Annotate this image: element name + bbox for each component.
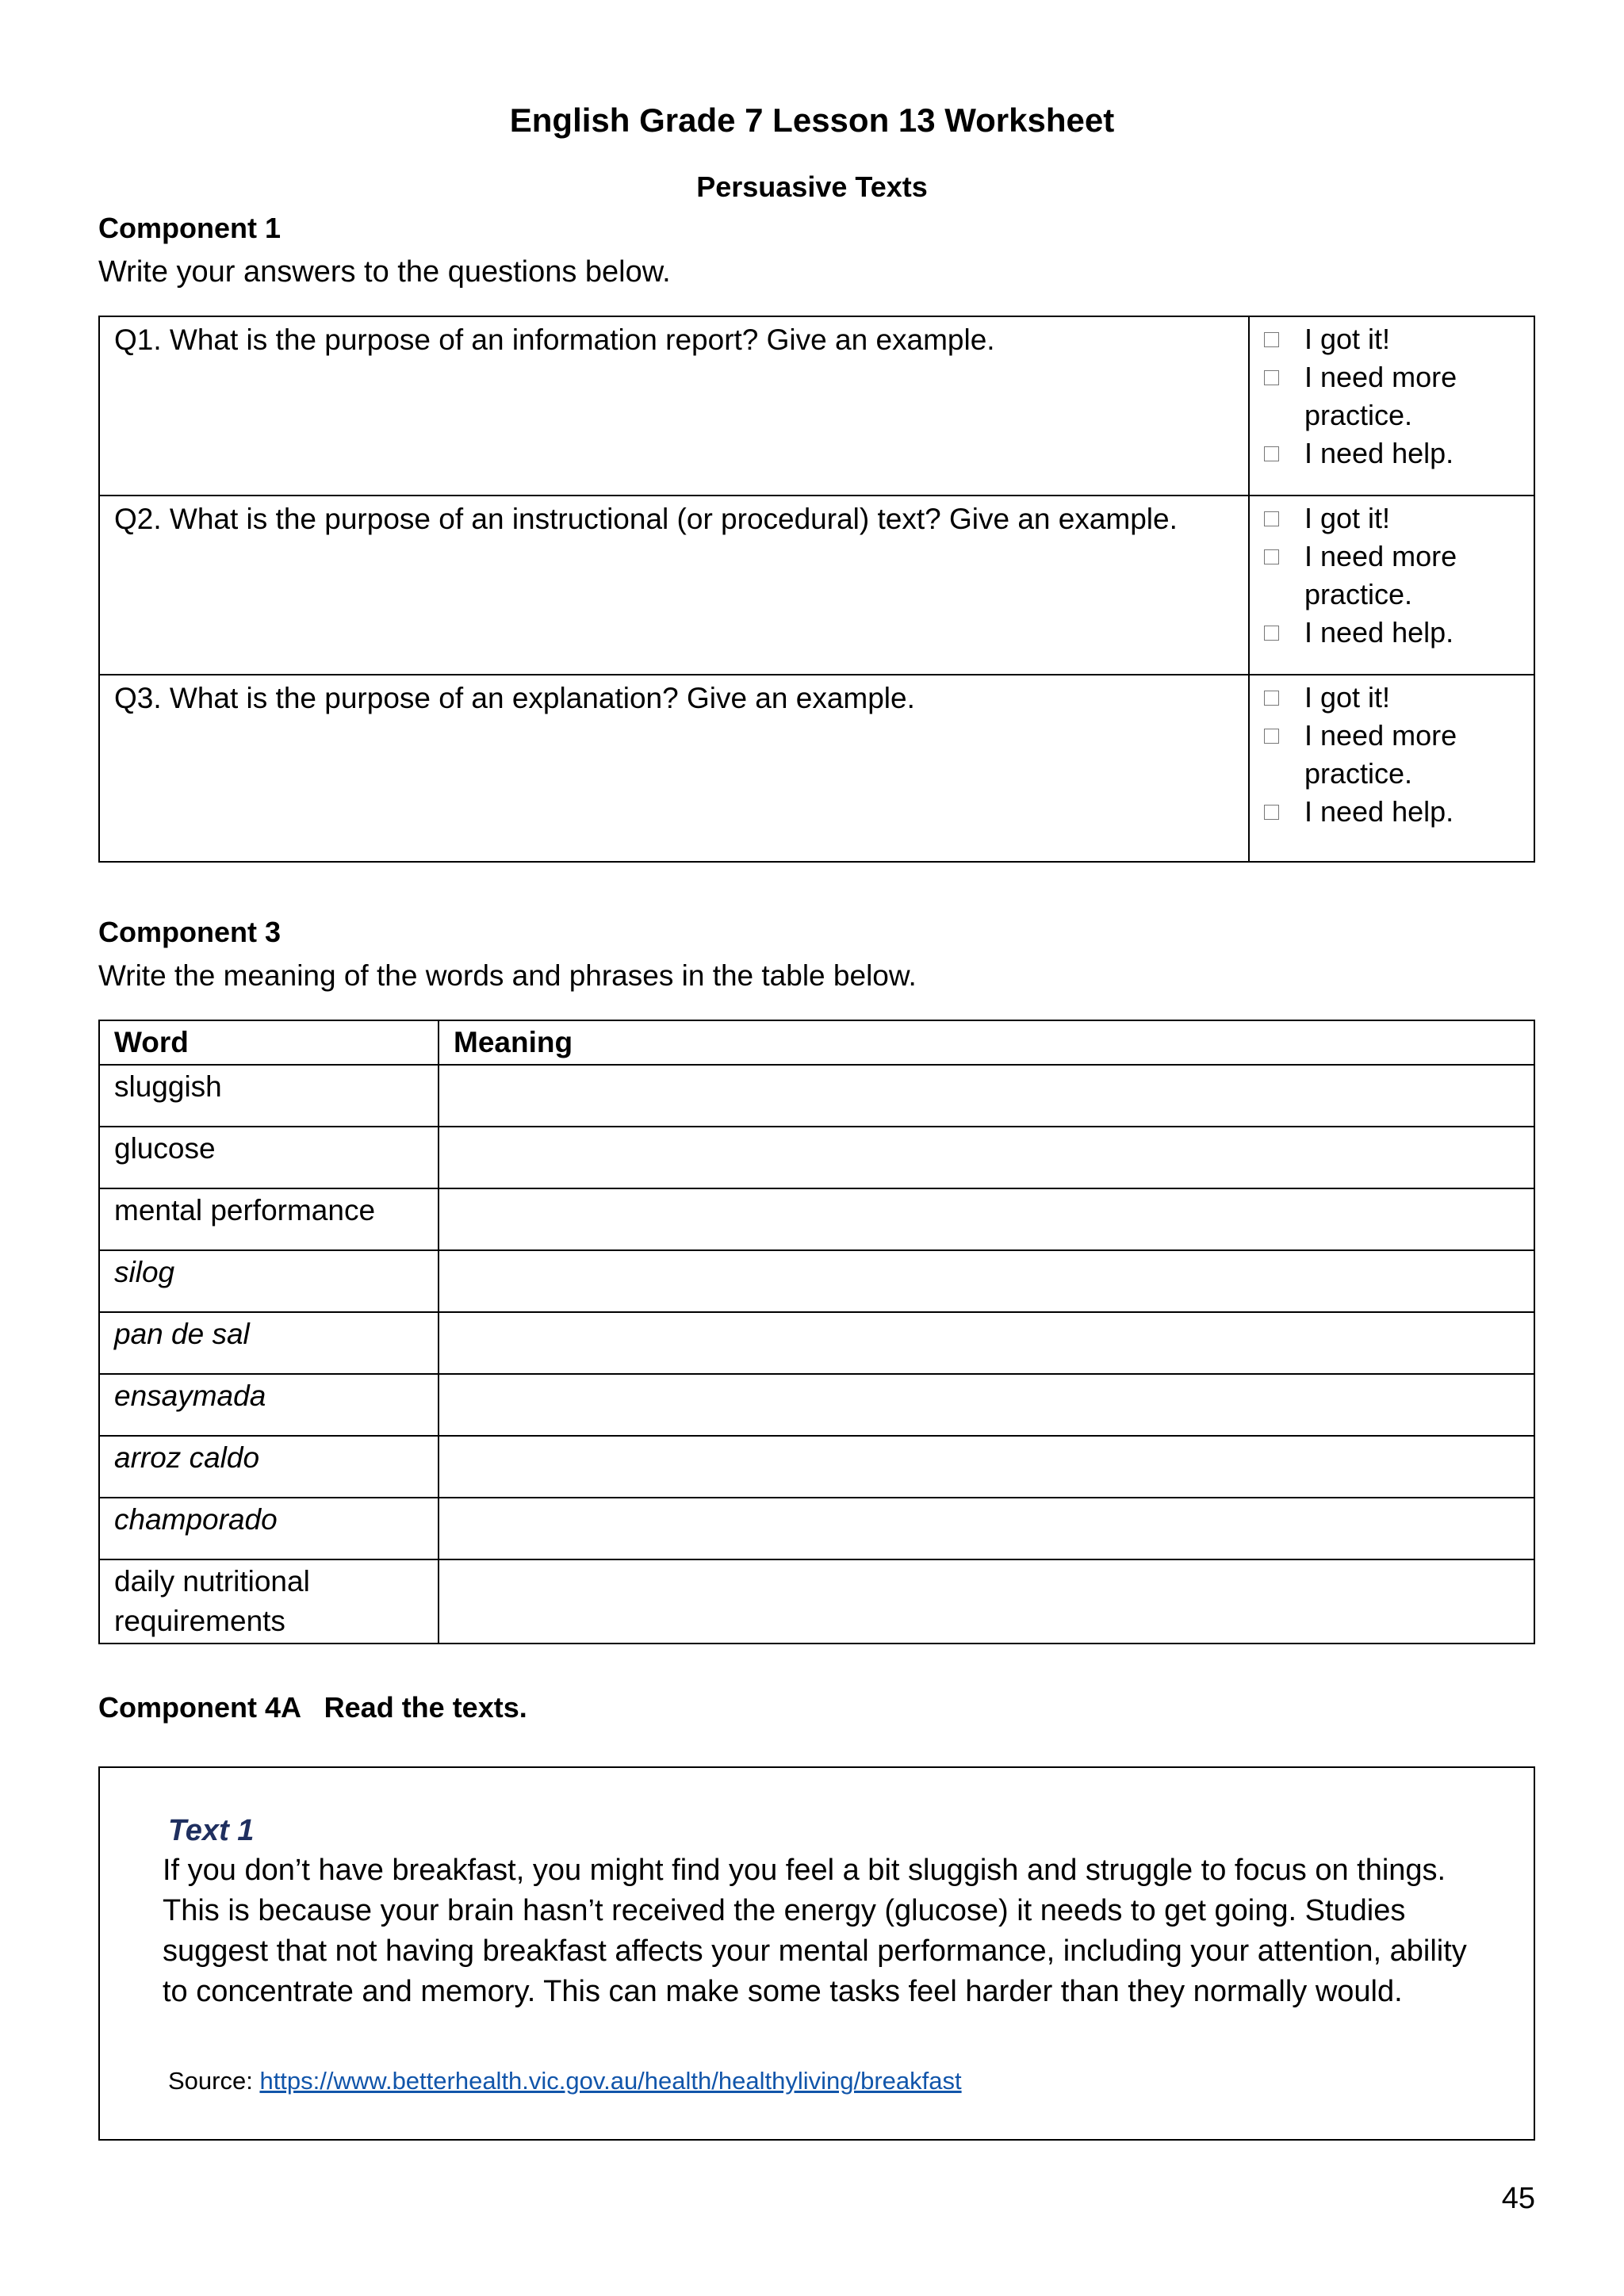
self-check-got-it[interactable] [1264,499,1534,538]
word-cell: silog [99,1250,439,1312]
question-row [100,675,1534,861]
self-check-got-it[interactable] [1264,679,1534,717]
component-1-instruction: Write your answers to the questions below. [98,255,671,289]
checkbox-label: I got it! [1304,323,1391,355]
checkbox-label: I got it! [1304,502,1391,534]
word-cell: arroz caldo [99,1436,439,1498]
checkbox[interactable] [1264,729,1279,744]
checkbox[interactable] [1264,511,1279,526]
meaning-cell[interactable] [439,1250,1534,1312]
meaning-cell[interactable] [439,1559,1534,1644]
checkbox[interactable] [1264,626,1279,641]
checkbox-label: I need help. [1304,616,1454,649]
meaning-cell[interactable] [439,1065,1534,1127]
page-number: 45 [1501,2182,1535,2215]
table-row [99,1498,1534,1559]
page-title: English Grade 7 Lesson 13 Worksheet [509,101,1115,139]
word-cell: glucose [99,1127,439,1188]
question-text: Q1. What is the purpose of an information report? Give an example. [114,323,995,356]
self-check-cell [1250,675,1534,861]
word-cell: pan de sal [99,1312,439,1374]
self-check-need-help[interactable] [1264,614,1534,652]
checkbox[interactable] [1264,370,1279,385]
table-row [99,1374,1534,1436]
meaning-cell[interactable] [439,1188,1534,1250]
self-check-cell [1250,496,1534,674]
table-row [99,1127,1534,1188]
table-row [99,1312,1534,1374]
word-cell: ensaymada [99,1374,439,1436]
questions-table [98,316,1535,863]
text-1-body: If you don’t have breakfast, you might find you feel a bit sluggish and struggle to focus on things. This is because your brain hasn’t received the energy (glucose) it needs to get going. Studies suggest that not having breakfast affects your mental performance, including your attention, ability to concentrate and memory. This can make some tasks feel harder than they normally would. [163,1854,1467,2008]
question-cell[interactable] [100,317,1250,495]
table-row [99,1065,1534,1127]
self-check-need-help[interactable] [1264,793,1534,831]
component-4a-heading-text: Component 4A Read the texts. [98,1691,527,1724]
checkbox-label: I need more practice. [1304,361,1457,431]
checkbox-label: I need help. [1304,437,1454,469]
table-row [99,1559,1534,1644]
self-check-more-practice[interactable] [1264,717,1534,793]
checkbox[interactable] [1264,446,1279,461]
checkbox[interactable] [1264,549,1279,564]
question-text: Q3. What is the purpose of an explanation? Give an example. [114,682,915,714]
table-header-row [99,1020,1534,1065]
question-text: Q2. What is the purpose of an instructional (or procedural) text? Give an example. [114,503,1178,535]
component-3-instruction: Write the meaning of the words and phrases in the table below. [98,959,917,992]
checkbox-label: I need help. [1304,795,1454,828]
self-check-cell [1250,317,1534,495]
word-column-header: Word [99,1020,439,1065]
source-link[interactable]: https://www.betterhealth.vic.gov.au/health/healthyliving/breakfast [259,2067,962,2095]
page-subtitle: Persuasive Texts [696,170,928,203]
checkbox[interactable] [1264,805,1279,820]
word-cell: sluggish [99,1065,439,1127]
meaning-cell[interactable] [439,1498,1534,1559]
text-1-title: Text 1 [168,1814,255,1847]
table-row [99,1250,1534,1312]
self-check-more-practice[interactable] [1264,358,1534,434]
meaning-cell[interactable] [439,1436,1534,1498]
question-row [100,317,1534,496]
meaning-column-header: Meaning [439,1020,1534,1065]
question-cell[interactable] [100,675,1250,861]
self-check-got-it[interactable] [1264,320,1534,358]
meaning-cell[interactable] [439,1374,1534,1436]
vocabulary-table [98,1020,1535,1644]
checkbox[interactable] [1264,691,1279,706]
self-check-need-help[interactable] [1264,434,1534,473]
word-cell: champorado [99,1498,439,1559]
component-4a-heading [98,1689,527,1727]
source-line [168,2064,962,2098]
word-cell: daily nutritional requirements [99,1559,439,1644]
source-label: Source: [168,2067,260,2095]
meaning-cell[interactable] [439,1312,1534,1374]
question-row [100,496,1534,675]
checkbox-label: I need more practice. [1304,540,1457,610]
question-cell[interactable] [100,496,1250,674]
component-3-heading: Component 3 [98,916,281,948]
word-cell: mental performance [99,1188,439,1250]
self-check-more-practice[interactable] [1264,538,1534,614]
checkbox-label: I got it! [1304,681,1391,714]
component-1-heading: Component 1 [98,212,281,244]
table-row [99,1188,1534,1250]
table-row [99,1436,1534,1498]
checkbox[interactable] [1264,332,1279,347]
checkbox-label: I need more practice. [1304,719,1457,790]
meaning-cell[interactable] [439,1127,1534,1188]
